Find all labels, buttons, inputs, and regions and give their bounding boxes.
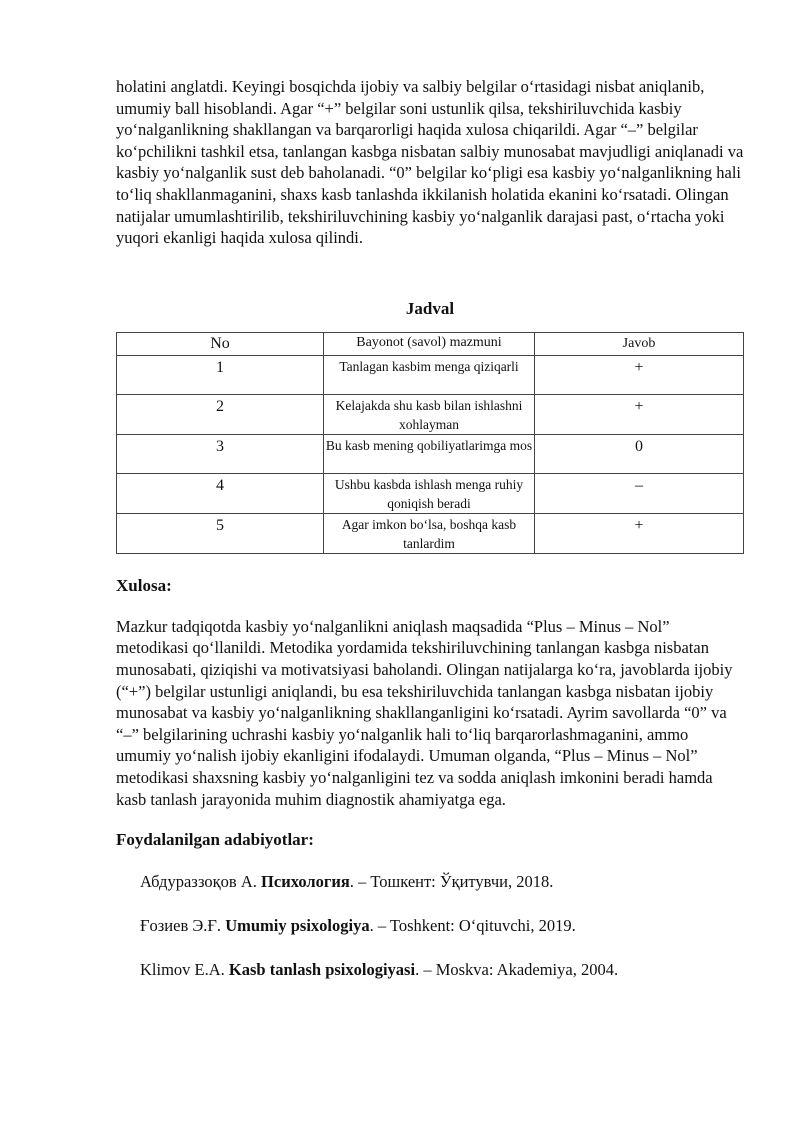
table-header-row	[117, 332, 744, 355]
row-answer: +	[535, 394, 744, 434]
reference-author: Ғозиев Э.Ғ.	[140, 916, 222, 936]
reference-publisher: . – Moskva: Akademiya, 2004.	[415, 960, 619, 980]
row-answer: +	[535, 355, 744, 394]
header-statement: Bayonot (savol) mazmuni	[324, 332, 535, 355]
table-row	[117, 513, 744, 553]
reference-title: Психология	[261, 872, 350, 892]
row-answer: 0	[535, 434, 744, 473]
reference-title: Umumiy psixologiya	[225, 916, 370, 936]
table-row	[117, 434, 744, 473]
conclusion-paragraph: Mazkur tadqiqotda kasbiy yo‘nalganlikni aniqlash maqsadida “Plus – Minus – Nol” metodikasi qo‘llanildi. Metodika yordamida tekshiriluvchining tanlangan kasbga nisbatan munosabati, qiziqishi va motivatsiyasi baholandi. Olingan natijalarga ko‘ra, javoblarda ijobiy (“+”) belgilar ustunligi aniqlandi, bu esa tekshiriluvchida tanlangan kasbga nisbatan ijobiy munosabat va kasbiy yo‘nalganlikning shakllanganligini ko‘rsatadi. Ayrim savollarda “0” va “–” belgilarining uchrashi kasbiy yo‘nalganlik hali to‘liq barqarorlashmaganini, ammo umumiy yo‘nalish ijobiy ekanligini ifodalaydi. Umuman olganda, “Plus – Minus – Nol” metodikasi shaxsning kasbiy yo‘nalganligini tez va sodda aniqlash imkonini beradi hamda kasb tanlash jarayonida muhim diagnostik ahamiyatga ega.	[116, 616, 733, 809]
reference-item	[140, 915, 744, 936]
row-number: 3	[117, 434, 324, 473]
row-number: 1	[117, 355, 324, 394]
header-no: No	[117, 332, 324, 355]
row-statement: Tanlagan kasbim menga qiziqarli	[324, 355, 535, 394]
row-statement: Agar imkon bo‘lsa, boshqa kasb tanlardim	[324, 513, 535, 553]
reference-publisher: . – Тошкент: Ўқитувчи, 2018.	[349, 872, 554, 892]
table-row	[117, 473, 744, 513]
table-row	[117, 394, 744, 434]
row-number: 4	[117, 473, 324, 513]
reference-publisher: . – Toshkent: O‘qituvchi, 2019.	[369, 916, 576, 936]
row-number: 2	[117, 394, 324, 434]
results-table	[116, 332, 744, 554]
header-answer: Javob	[535, 332, 744, 355]
reference-title: Kasb tanlash psixologiyasi	[228, 960, 416, 980]
reference-item	[140, 871, 744, 892]
row-statement: Ushbu kasbda ishlash menga ruhiy qoniqish beradi	[324, 473, 535, 513]
reference-author: Klimov E.A.	[140, 960, 225, 980]
intro-paragraph: holatini anglatdi. Keyingi bosqichda ijobiy va salbiy belgilar o‘rtasidagi nisbat aniqlanib, umumiy ball hisoblandi. Agar “+” belgilar soni ustunlik qilsa, tekshiriluvchida kasbiy yo‘nalganlikning shakllangan va barqarorligi haqida xulosa chiqarildi. Agar “–” belgilar ko‘pchilikni tashkil etsa, tanlangan kasbga nisbatan salbiy munosabat mavjudligi aniqlanadi va kasbiy yo‘nalganlik sust deb baholanadi. “0” belgilar ko‘pligi esa kasbiy yo‘nalganlikning hali to‘liq shakllanmaganini, shaxs kasb tanlashda ikkilanish holatida ekanini ko‘rsatadi. Olingan natijalar umumlashtirilib, tekshiriluvchining kasbiy yo‘nalganlik darajasi past, o‘rtacha yoki yuqori ekanligi haqida xulosa qilindi.	[116, 77, 744, 248]
reference-author: Абдураззоқов А.	[140, 872, 257, 892]
row-number: 5	[117, 513, 324, 553]
table-row	[117, 355, 744, 394]
references-heading: Foydalanilgan adabiyotlar:	[116, 830, 314, 850]
row-statement: Kelajakda shu kasb bilan ishlashni xohlayman	[324, 394, 535, 434]
table-title: Jadval	[405, 298, 455, 318]
document-page	[116, 76, 744, 980]
conclusion-heading: Xulosa:	[116, 575, 172, 595]
row-statement: Bu kasb mening qobiliyatlarimga mos	[324, 434, 535, 473]
row-answer: –	[535, 473, 744, 513]
row-answer: +	[535, 513, 744, 553]
reference-item	[140, 959, 744, 980]
